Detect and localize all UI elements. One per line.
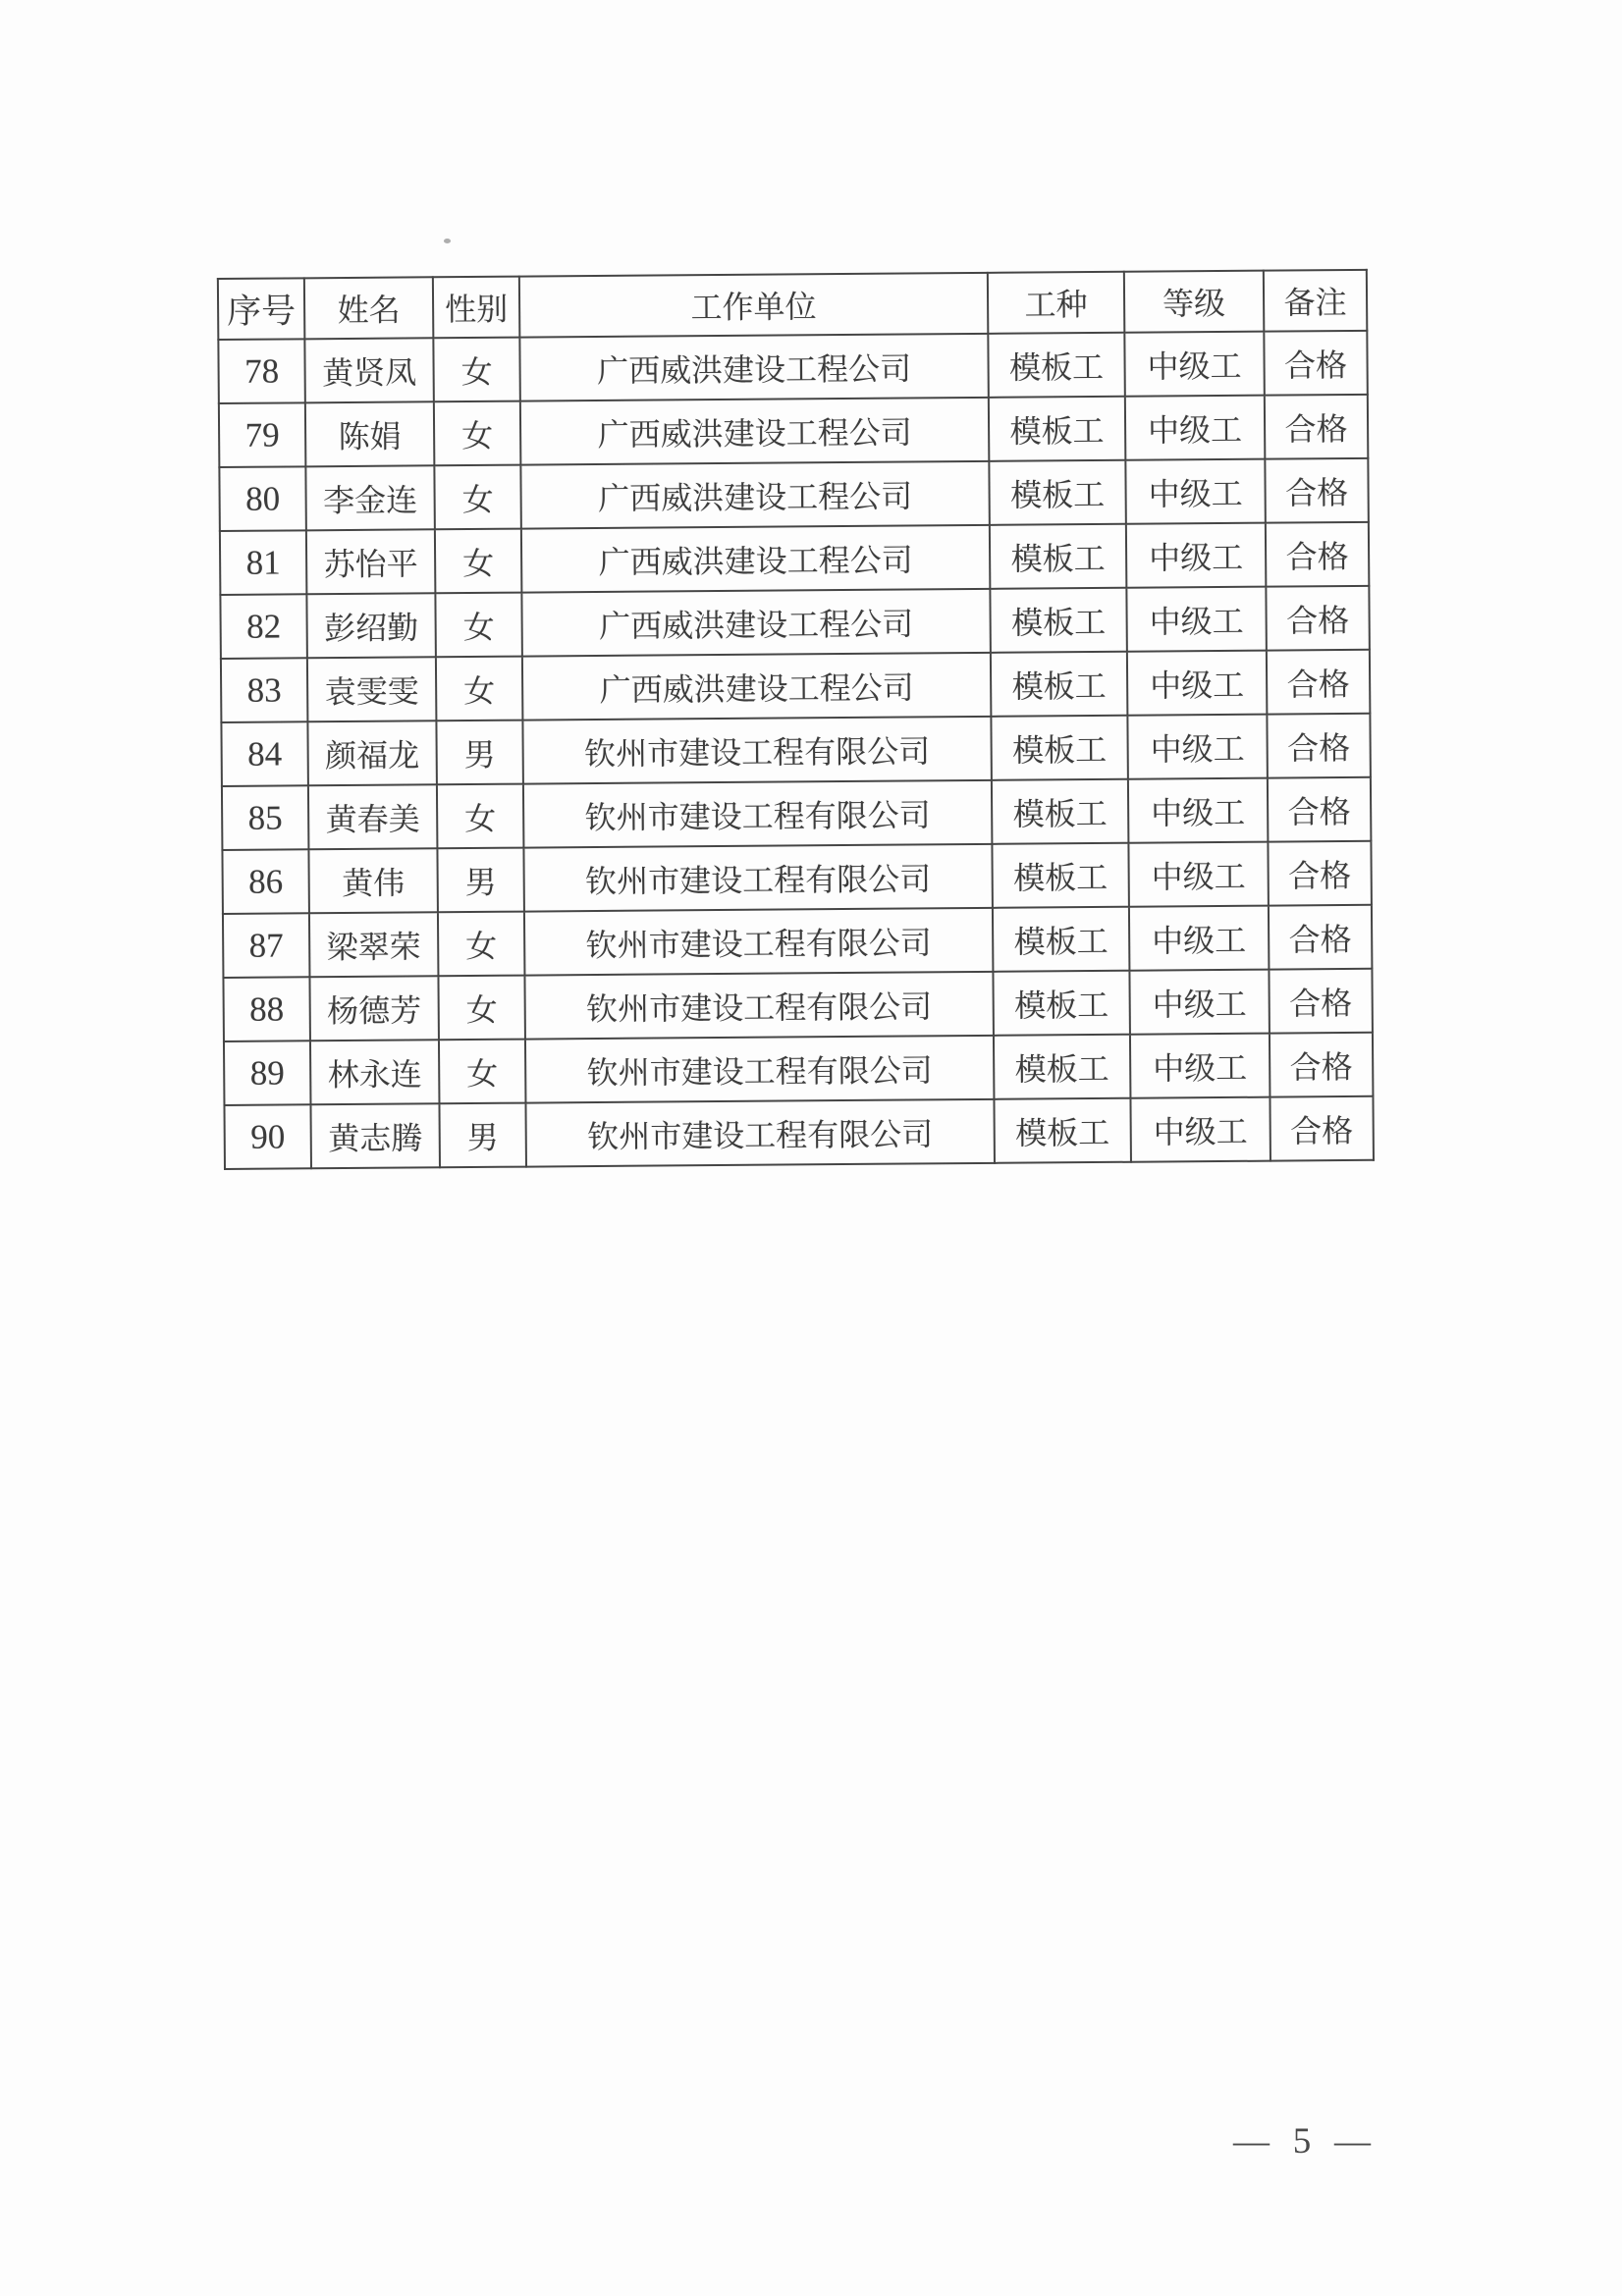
cell-remark: 合格 (1268, 777, 1372, 842)
cell-name: 李金连 (305, 465, 435, 530)
cell-trade: 模板工 (991, 716, 1128, 780)
cell-remark: 合格 (1267, 650, 1371, 715)
cell-no: 82 (220, 594, 307, 659)
cell-remark: 合格 (1270, 1096, 1374, 1161)
cell-gender: 女 (437, 784, 524, 849)
certification-results-table (217, 269, 1375, 1170)
cell-name: 黄伟 (308, 848, 438, 913)
cell-gender: 女 (435, 593, 522, 658)
cell-remark: 合格 (1267, 714, 1371, 778)
page-footer (1233, 2120, 1371, 2163)
cell-trade: 模板工 (989, 460, 1126, 525)
cell-remark: 合格 (1265, 458, 1369, 523)
cell-remark: 合格 (1265, 395, 1369, 459)
cell-name: 苏怡平 (306, 529, 436, 594)
cell-grade: 中级工 (1125, 396, 1266, 460)
table-row (222, 777, 1371, 850)
table-row (221, 650, 1370, 722)
cell-trade: 模板工 (989, 397, 1126, 461)
cell-no: 83 (221, 658, 308, 722)
cell-grade: 中级工 (1130, 1034, 1271, 1098)
table-header-row (218, 270, 1367, 340)
cell-name: 黄春美 (308, 784, 438, 849)
page-number: 5 (1292, 2121, 1312, 2162)
cell-trade: 模板工 (991, 652, 1128, 717)
cell-trade: 模板工 (994, 1035, 1131, 1099)
cell-grade: 中级工 (1128, 778, 1269, 843)
cell-no: 86 (222, 849, 309, 914)
cell-company: 广西威洪建设工程公司 (520, 398, 989, 465)
cell-no: 88 (223, 977, 310, 1041)
cell-name: 彭绍勤 (306, 593, 436, 658)
cell-no: 80 (219, 466, 306, 531)
cell-gender: 女 (438, 976, 525, 1041)
cell-no: 89 (224, 1041, 311, 1105)
cell-no: 85 (222, 785, 309, 850)
cell-grade: 中级工 (1124, 332, 1265, 397)
table-row (218, 331, 1367, 403)
cell-trade: 模板工 (994, 1098, 1131, 1163)
footer-dash-right: — (1334, 2121, 1371, 2162)
cell-no: 78 (218, 339, 305, 403)
cell-company: 广西威洪建设工程公司 (520, 461, 989, 529)
cell-gender: 女 (438, 912, 525, 977)
cell-remark: 合格 (1266, 586, 1370, 651)
cell-name: 林永连 (310, 1040, 440, 1104)
cell-name: 杨德芳 (309, 976, 439, 1041)
cell-company: 广西威洪建设工程公司 (521, 589, 990, 657)
cell-remark: 合格 (1270, 1033, 1374, 1097)
cell-trade: 模板工 (990, 588, 1127, 653)
cell-gender: 女 (439, 1040, 526, 1104)
table-row (223, 969, 1372, 1041)
column-header-trade: 工种 (988, 272, 1124, 334)
cell-trade: 模板工 (993, 907, 1130, 972)
cell-name: 袁雯雯 (307, 657, 437, 721)
cell-grade: 中级工 (1127, 715, 1268, 779)
cell-remark: 合格 (1266, 522, 1370, 587)
cell-name: 颜福龙 (307, 721, 437, 785)
cell-company: 钦州市建设工程有限公司 (523, 780, 992, 848)
cell-trade: 模板工 (990, 524, 1127, 589)
table-row (222, 841, 1371, 914)
cell-trade: 模板工 (988, 333, 1125, 398)
cell-company: 钦州市建设工程有限公司 (524, 972, 993, 1040)
cell-gender: 女 (435, 529, 522, 594)
cell-grade: 中级工 (1125, 459, 1266, 524)
cell-trade: 模板工 (992, 779, 1129, 844)
table-row (220, 522, 1369, 595)
cell-company: 钦州市建设工程有限公司 (524, 908, 993, 976)
cell-grade: 中级工 (1129, 906, 1270, 971)
cell-name: 黄志腾 (310, 1103, 440, 1168)
cell-remark: 合格 (1264, 331, 1368, 396)
column-header-name: 姓名 (304, 277, 433, 339)
table-row (224, 1033, 1373, 1105)
cell-gender: 男 (437, 848, 524, 913)
table-row (219, 458, 1368, 531)
scan-artifact-dot (444, 239, 451, 243)
column-header-no: 序号 (218, 278, 304, 340)
cell-grade: 中级工 (1127, 651, 1268, 716)
cell-company: 广西威洪建设工程公司 (522, 653, 991, 721)
cell-name: 陈娟 (305, 401, 435, 466)
table-row (219, 395, 1368, 467)
table-row (220, 586, 1369, 659)
cell-company: 钦州市建设工程有限公司 (522, 717, 991, 784)
cell-grade: 中级工 (1126, 587, 1267, 652)
cell-grade: 中级工 (1130, 1097, 1271, 1162)
table-row (224, 1096, 1373, 1169)
cell-trade: 模板工 (992, 843, 1129, 908)
cell-name: 梁翠荣 (309, 912, 439, 977)
cell-company: 钦州市建设工程有限公司 (523, 844, 992, 912)
cell-trade: 模板工 (993, 971, 1130, 1036)
cell-gender: 女 (434, 465, 521, 530)
cell-no: 81 (220, 530, 307, 595)
table-row (221, 714, 1370, 786)
cell-no: 79 (219, 402, 306, 467)
cell-gender: 女 (434, 401, 521, 466)
cell-company: 广西威洪建设工程公司 (521, 525, 990, 593)
cell-company: 钦州市建设工程有限公司 (525, 1036, 994, 1103)
cell-no: 84 (221, 721, 308, 786)
cell-gender: 女 (433, 338, 520, 402)
cell-grade: 中级工 (1128, 842, 1269, 907)
footer-dash-left: — (1233, 2121, 1270, 2162)
column-header-company: 工作单位 (519, 273, 988, 338)
cell-grade: 中级工 (1129, 970, 1270, 1035)
cell-no: 90 (224, 1104, 311, 1169)
column-header-remark: 备注 (1264, 270, 1367, 332)
table-row (223, 905, 1372, 978)
cell-remark: 合格 (1269, 905, 1373, 970)
cell-gender: 男 (439, 1103, 526, 1168)
column-header-grade: 等级 (1124, 271, 1264, 333)
cell-grade: 中级工 (1126, 523, 1267, 588)
cell-no: 87 (223, 913, 310, 978)
cell-gender: 男 (436, 721, 523, 785)
column-header-gender: 性别 (433, 277, 519, 339)
cell-remark: 合格 (1268, 841, 1372, 906)
cell-company: 广西威洪建设工程公司 (519, 334, 988, 401)
cell-gender: 女 (436, 657, 523, 721)
cell-company: 钦州市建设工程有限公司 (525, 1099, 994, 1167)
cell-remark: 合格 (1269, 969, 1373, 1034)
cell-name: 黄贤凤 (304, 338, 434, 402)
